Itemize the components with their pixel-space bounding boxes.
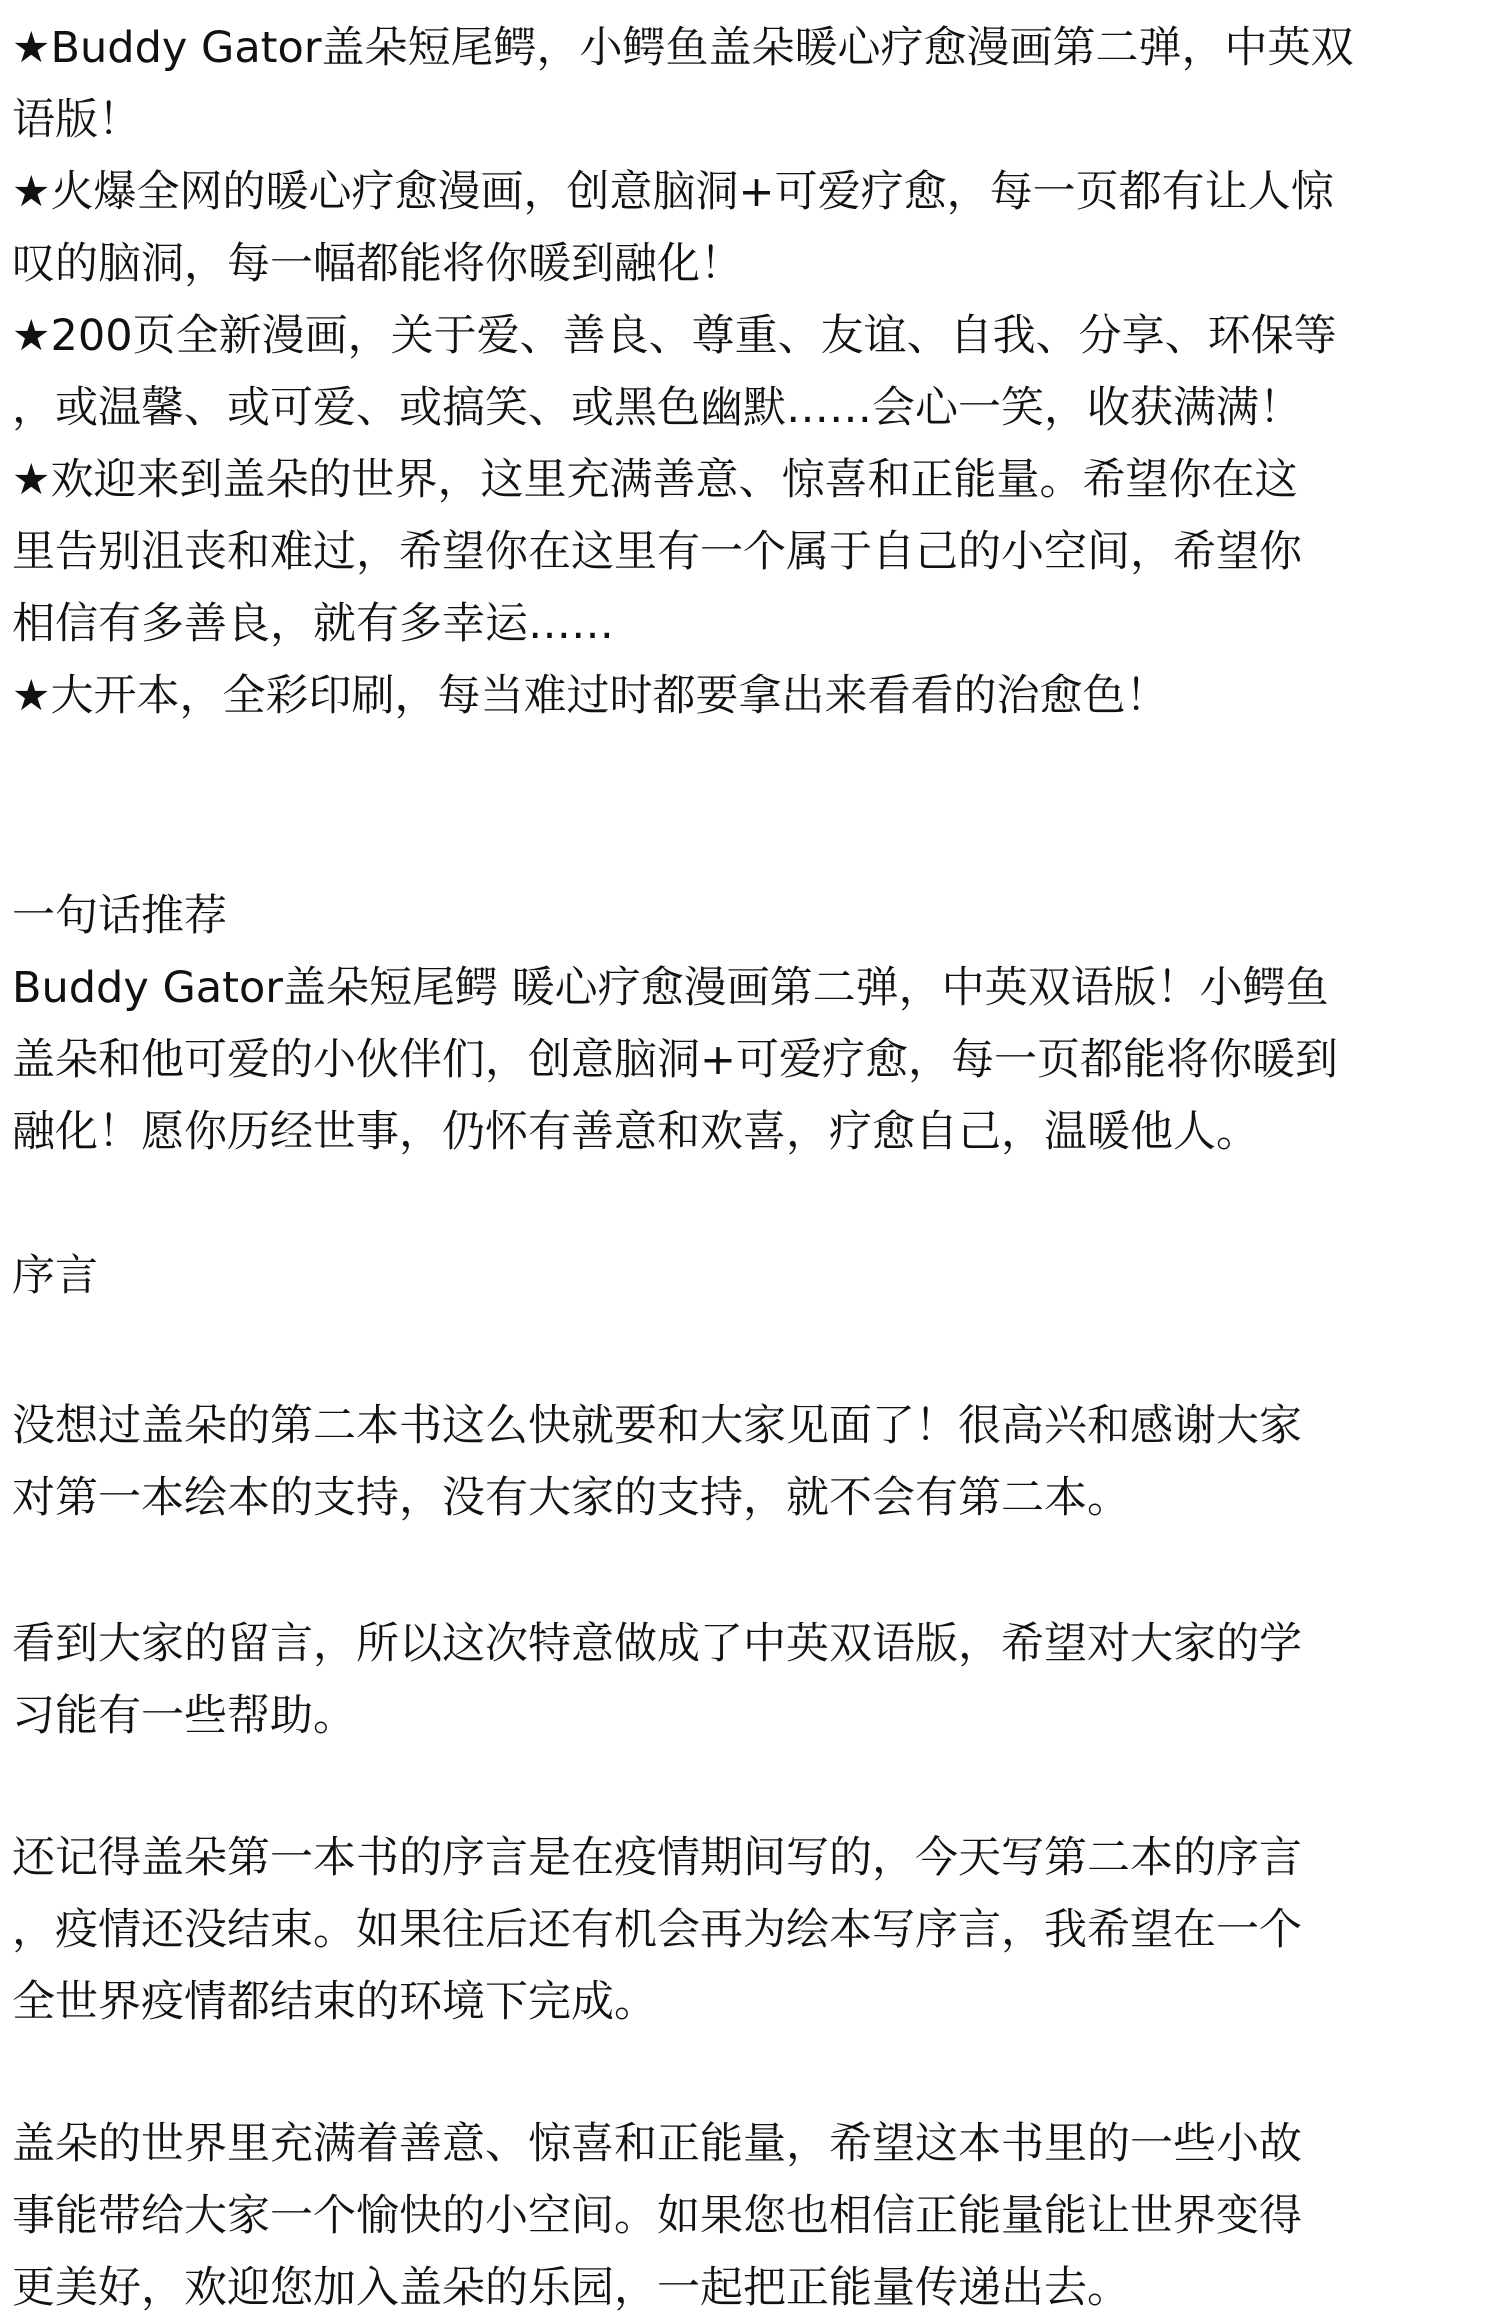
recommend-line-3: 融化！愿你历经世事，仍怀有善意和欢喜，疗愈自己，温暖他人。	[12, 1107, 1259, 1157]
feature-4-line-3: 相信有多善良，就有多幸运……	[12, 599, 614, 649]
preface-p4-line-3: 更美好，欢迎您加入盖朵的乐园，一起把正能量传递出去。	[12, 2263, 1130, 2313]
feature-2-line-2: 叹的脑洞，每一幅都能将你暖到融化！	[12, 239, 743, 289]
preface-p4-line-2: 事能带给大家一个愉快的小空间。如果您也相信正能量能让世界变得	[12, 2191, 1302, 2241]
recommend-line-1: Buddy Gator盖朵短尾鳄 暖心疗愈漫画第二弹，中英双语版！小鳄鱼	[12, 963, 1329, 1013]
recommend-heading: 一句话推荐	[12, 891, 227, 941]
feature-2-line-1: ★火爆全网的暖心疗愈漫画，创意脑洞+可爱疗愈，每一页都有让人惊	[12, 167, 1334, 217]
feature-1-line-1: ★Buddy Gator盖朵短尾鳄，小鳄鱼盖朵暖心疗愈漫画第二弹，中英双	[12, 23, 1354, 73]
feature-5-line-1: ★大开本，全彩印刷，每当难过时都要拿出来看看的治愈色！	[12, 671, 1169, 721]
preface-p1-line-1: 没想过盖朵的第二本书这么快就要和大家见面了！很高兴和感谢大家	[12, 1401, 1302, 1451]
feature-4-line-1: ★欢迎来到盖朵的世界，这里充满善意、惊喜和正能量。希望你在这	[12, 455, 1298, 505]
recommend-line-2: 盖朵和他可爱的小伙伴们，创意脑洞+可爱疗愈，每一页都能将你暖到	[12, 1035, 1339, 1085]
preface-heading: 序言	[12, 1251, 98, 1301]
preface-p3-line-3: 全世界疫情都结束的环境下完成。	[12, 1977, 657, 2027]
feature-1-line-2: 语版！	[12, 95, 141, 145]
preface-p3-line-1: 还记得盖朵第一本书的序言是在疫情期间写的，今天写第二本的序言	[12, 1833, 1302, 1883]
preface-p4-line-1: 盖朵的世界里充满着善意、惊喜和正能量，希望这本书里的一些小故	[12, 2119, 1302, 2169]
feature-4-line-2: 里告别沮丧和难过，希望你在这里有一个属于自己的小空间，希望你	[12, 527, 1302, 577]
feature-3-line-2: ，或温馨、或可爱、或搞笑、或黑色幽默……会心一笑，收获满满！	[12, 383, 1302, 433]
feature-3-line-1: ★200页全新漫画，关于爱、善良、尊重、友谊、自我、分享、环保等	[12, 311, 1337, 361]
preface-p1-line-2: 对第一本绘本的支持，没有大家的支持，就不会有第二本。	[12, 1473, 1130, 1523]
preface-p2-line-2: 习能有一些帮助。	[12, 1691, 356, 1741]
preface-p3-line-2: ，疫情还没结束。如果往后还有机会再为绘本写序言，我希望在一个	[12, 1905, 1302, 1955]
preface-p2-line-1: 看到大家的留言，所以这次特意做成了中英双语版，希望对大家的学	[12, 1619, 1302, 1669]
